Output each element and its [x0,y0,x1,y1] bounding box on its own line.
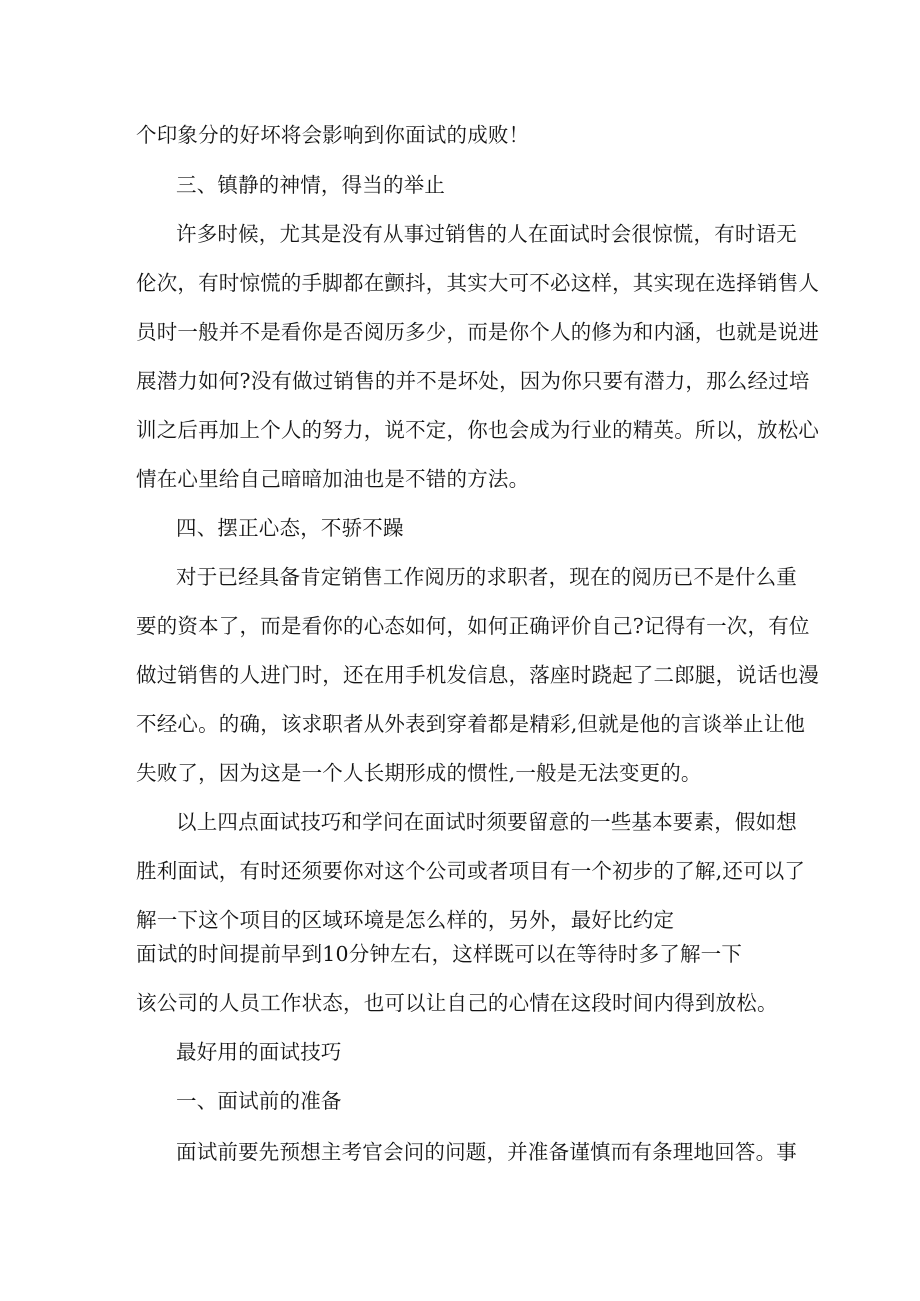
paragraph-line: 展潜力如何?没有做过销售的并不是坏处，因为你只要有潜力，那么经过培 [136,369,810,393]
paragraph-line: 训之后再加上个人的努力，说不定，你也会成为行业的精英。所以，放松心 [136,418,820,442]
section-heading: 三、镇静的神情，得当的举止 [176,173,446,197]
paragraph-line: 失败了，因为这是一个人长期形成的惯性,一般是无法变更的。 [136,761,702,785]
paragraph-line: 不经心。的确，该求职者从外表到穿着都是精彩,但就是他的言谈举止让他 [136,712,806,736]
paragraph-line: 胜利面试，有时还须要你对这个公司或者项目有一个初步的了解,还可以了 [136,859,806,883]
section-heading: 一、面试前的准备 [176,1089,342,1113]
paragraph-line: 员时一般并不是看你是否阅历多少，而是你个人的修为和内涵，也就是说进 [136,320,820,344]
paragraph-line: 面试前要先预想主考官会问的问题，并准备谨慎而有条理地回答。事 [176,1140,797,1164]
paragraph-line: 个印象分的好坏将会影响到你面试的成败！ [136,123,530,147]
paragraph-line: 许多时候，尤其是没有从事过销售的人在面试时会很惊慌，有时语无 [176,222,797,246]
paragraph-line: 做过销售的人进门时，还在用手机发信息，落座时跷起了二郎腿，说话也漫 [136,663,820,687]
paragraph-line: 情在心里给自己暗暗加油也是不错的方法。 [136,467,530,491]
paragraph-line: 对于已经具备肯定销售工作阅历的求职者，现在的阅历已不是什么重 [176,565,797,589]
paragraph-line: 以上四点面试技巧和学问在面试时须要留意的一些基本要素，假如想 [176,810,797,834]
paragraph-line: 面试的时间提前早到10分钟左右，这样既可以在等待时多了解一下 [136,942,743,966]
paragraph-line: 该公司的人员工作状态，也可以让自己的心情在这段时间内得到放松。 [136,991,778,1015]
paragraph-line: 要的资本了，而是看你的心态如何，如何正确评价自己?记得有一次，有位 [136,614,810,638]
paragraph-line: 解一下这个项目的区域环境是怎么样的，另外，最好比约定 [136,908,675,932]
section-heading: 最好用的面试技巧 [176,1040,342,1064]
section-heading: 四、摆正心态，不骄不躁 [176,516,404,540]
paragraph-line: 伦次，有时惊慌的手脚都在颤抖，其实大可不必这样，其实现在选择销售人 [136,271,820,295]
